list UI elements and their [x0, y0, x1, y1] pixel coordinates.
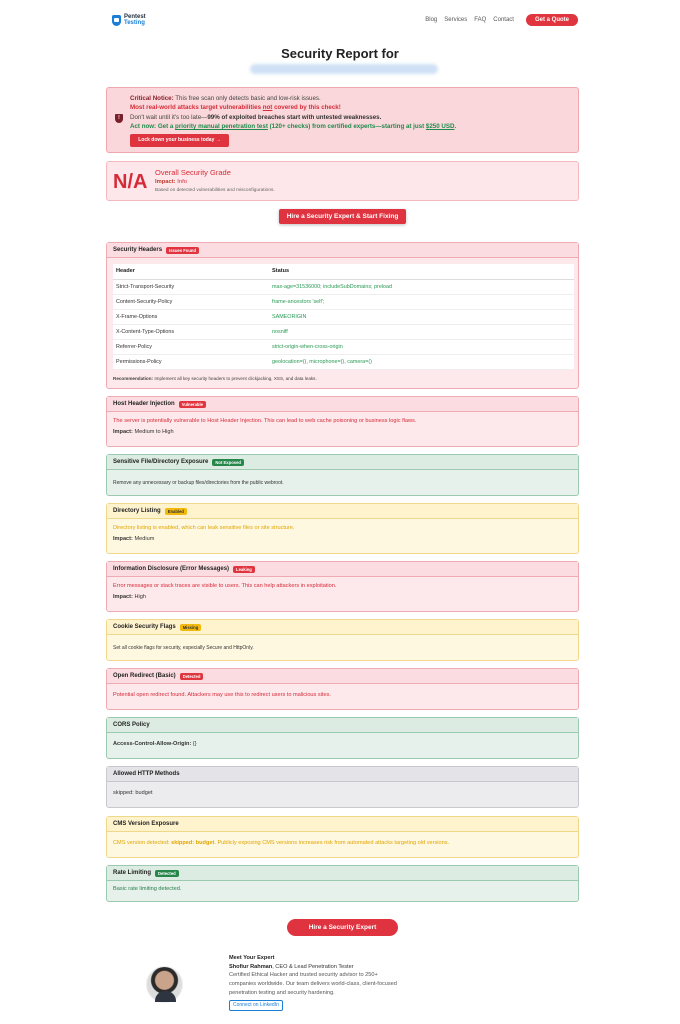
table-row: Permissions-Policy geolocation=(), microphone=(), camera=() [113, 354, 574, 369]
directory-listing-card: Directory Listing Enabled Directory listing is enabled, which can leak sensitive files or site structure. Impact: Medium [106, 503, 579, 554]
grade-impact: Info [177, 179, 187, 185]
expert-bio: Certified Ethical Hacker and trusted security advisor to 250+ companies worldwide. Our team delivers world-class, client-focused penetration testing and security hardening. [229, 972, 397, 996]
nav-link-blog[interactable]: Blog [425, 17, 438, 23]
expert-avatar [146, 966, 183, 1003]
card-title: Cookie Security Flags [113, 624, 176, 630]
grade-title: Overall Security Grade [155, 168, 231, 177]
shield-alert-icon: ! [115, 114, 123, 123]
card-title: Rate Limiting [113, 870, 152, 876]
status-badge: Detected [155, 870, 179, 877]
host-header-card: Host Header Injection Vulnerable The server is potentially vulnerable to Host Header Injection. This can lead to web cache poisoning or business logic flaws. Impact: Medium to High [106, 396, 579, 447]
card-title: Allowed HTTP Methods [113, 771, 180, 777]
page-title: Security Report for [281, 46, 399, 61]
column-header: Header [113, 264, 269, 279]
meet-expert-heading: Meet Your Expert [229, 955, 275, 961]
table-row: X-Content-Type-Options nosniff [113, 324, 574, 339]
table-row: Strict-Transport-Security max-age=31536000; includeSubDomains; preload [113, 279, 574, 294]
report-url-blurred [250, 64, 438, 74]
expert-name: Shofiur Rahman [229, 963, 273, 970]
status-badge: Detected [180, 673, 204, 680]
status-badge: Enabled [165, 508, 187, 515]
cookie-flags-card: Cookie Security Flags Missing Set all cookie flags for security, especially Secure and HttpOnly. [106, 619, 579, 661]
card-title: Security Headers [113, 247, 163, 253]
status-badge: Leaking [233, 566, 255, 573]
card-title: Host Header Injection [113, 401, 175, 407]
headers-table [113, 264, 574, 370]
critical-notice: ! Critical Notice: This free scan only detects basic and low-risk issues. Most real-world attacks target vulnerabilities not covered by this check! Don't wait until it's too late—99% of exploited breaches start with untested weaknesses. Act now: Get a priority manual penetration test (120+ checks) from certified experts—starting at just $250 USD. Lock down your business today → [106, 87, 579, 153]
linkedin-button[interactable]: Connect on LinkedIn [229, 1000, 283, 1011]
price-link[interactable]: $250 USD [425, 123, 455, 131]
table-row: Referrer-Policy strict-origin-when-cross-origin [113, 339, 574, 354]
card-title: Sensitive File/Directory Exposure [113, 459, 209, 465]
status-badge: Not Exposed [212, 459, 244, 466]
hire-expert-button[interactable]: Hire a Security Expert [287, 919, 398, 936]
nav-links [425, 14, 578, 26]
grade-description: Based on detected vulnerabilities and misconfigurations. [155, 188, 275, 193]
card-title: Information Disclosure (Error Messages) [113, 566, 230, 572]
status-badge: Issues Found [166, 247, 199, 254]
logo[interactable] [112, 14, 146, 26]
security-grade-card: N/A Overall Security Grade Impact: Info Based on detected vulnerabilities and misconfigurations. [106, 161, 579, 201]
nav-link-services[interactable]: Services [444, 17, 468, 23]
top-nav [112, 10, 578, 30]
http-methods-card: Allowed HTTP Methods skipped: budget [106, 766, 579, 808]
logo-line-2: Testing [124, 20, 145, 26]
column-header: Status [269, 264, 574, 279]
open-redirect-card: Open Redirect (Basic) Detected Potential open redirect found. Attackers may use this to redirect users to malicious sites. [106, 668, 579, 710]
card-title: CMS Version Exposure [113, 821, 179, 827]
notice-label: Critical Notice: [130, 95, 174, 102]
info-disclosure-card: Information Disclosure (Error Messages) Leaking Error messages or stack traces are visible to users. This can help attackers in exploitation. Impact: High [106, 561, 579, 612]
nav-link-faq[interactable]: FAQ [474, 17, 487, 23]
table-row: Content-Security-Policy frame-ancestors 'self'; [113, 294, 574, 309]
cors-policy-card: CORS Policy Access-Control-Allow-Origin: {} [106, 717, 579, 759]
status-badge: Vulnerable [179, 401, 206, 408]
status-badge: Missing [180, 624, 202, 631]
table-row: X-Frame-Options SAMEORIGIN [113, 309, 574, 324]
sensitive-files-card: Sensitive File/Directory Exposure Not Exposed Remove any unnecessary or backup files/directories from the public webroot. [106, 454, 579, 496]
card-title: CORS Policy [113, 722, 150, 728]
rate-limiting-card: Rate Limiting Detected Basic rate limiting detected. [106, 865, 579, 902]
nav-link-contact[interactable]: Contact [493, 17, 514, 23]
pentest-link[interactable]: priority manual penetration test [175, 123, 268, 131]
card-title: Directory Listing [113, 508, 161, 514]
grade-value: N/A [113, 171, 148, 193]
security-headers-card [106, 242, 579, 389]
lock-down-button[interactable]: Lock down your business today → [130, 134, 229, 147]
recommendation: Recommendation: Implement all key security headers to prevent clickjacking, XSS, and data leaks. [113, 375, 317, 381]
shield-logo-icon [112, 15, 121, 26]
card-title: Open Redirect (Basic) [113, 673, 176, 679]
get-quote-button[interactable]: Get a Quote [526, 14, 578, 26]
logo-line-1: Pentest [124, 14, 146, 20]
cms-version-card: CMS Version Exposure CMS version detected: skipped: budget. Publicly exposing CMS versions increases risk from automated attacks targeting old versions. [106, 816, 579, 858]
expert-info: Meet Your Expert Shofiur Rahman, CEO & Lead Penetration Tester Certified Ethical Hacker and trusted security advisor to 250+ companies worldwide. Our team delivers world-class, client-focused penetration testing and security hardening. Connect on LinkedIn [229, 954, 399, 1011]
hire-expert-fix-button[interactable]: Hire a Security Expert & Start Fixing [279, 209, 406, 224]
